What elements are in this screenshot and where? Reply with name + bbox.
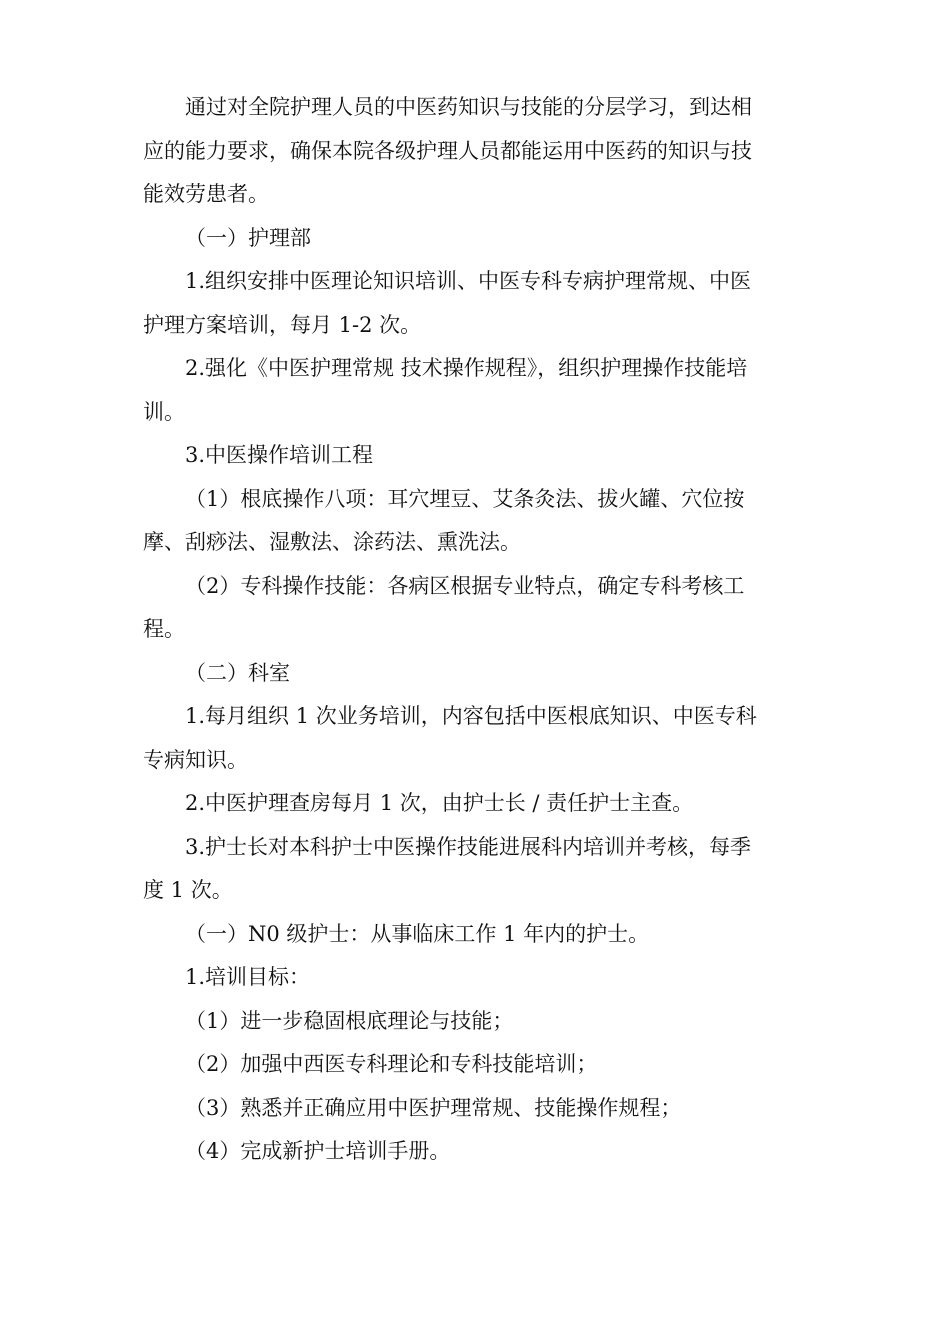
paragraph-item (143, 478, 813, 565)
text-line: 1.培训目标： (185, 965, 311, 989)
text-line: 训。 (143, 399, 185, 424)
text-line: （4）完成新护士培训手册。 (185, 1139, 451, 1163)
paragraph-item (143, 260, 813, 347)
text-line: （一）N0 级护士：从事临床工作 1 年内的护士。 (185, 921, 650, 946)
text-line: 专病知识。 (143, 747, 248, 772)
text-line: 度 1 次。 (143, 878, 233, 902)
paragraph-item (143, 1130, 813, 1174)
text-line: （二）科室 (185, 660, 290, 685)
text-line: 护理方案培训，每月 1-2 次。 (143, 312, 422, 337)
paragraph-item (143, 695, 813, 782)
paragraph-item (143, 826, 813, 913)
paragraph-item (143, 1043, 813, 1087)
text-line: 3.护士长对本科护士中医操作技能进展科内培训并考核，每季 (185, 834, 752, 859)
paragraph-item (143, 434, 813, 478)
section-heading-nursing-dept (143, 217, 813, 261)
text-line: 能效劳患者。 (143, 182, 269, 206)
text-line: 通过对全院护理人员的中医药知识与技能的分层学习，到达相 (185, 95, 752, 119)
text-line: （一）护理部 (185, 225, 311, 250)
text-line: 2.强化《中医护理常规 技术操作规程》，组织护理操作技能培 (185, 356, 748, 380)
section-heading-n0-nurse (143, 913, 813, 957)
paragraph-item (143, 565, 813, 652)
document-body (143, 86, 813, 1174)
paragraph-item (143, 782, 813, 826)
text-line: 2.中医护理查房每月 1 次，由护士长 / 责任护士主查。 (185, 791, 694, 815)
text-line: （2）加强中西医专科理论和专科技能培训； (185, 1052, 598, 1076)
text-line: 应的能力要求，确保本院各级护理人员都能运用中医药的知识与技 (143, 138, 752, 163)
paragraph-intro (143, 86, 813, 217)
text-line: 摩、刮痧法、湿敷法、涂药法、熏洗法。 (143, 530, 521, 554)
paragraph-item (143, 1000, 813, 1044)
text-line: 3.中医操作培训工程 (185, 443, 374, 467)
text-line: （1）进一步稳固根底理论与技能； (185, 1008, 514, 1033)
paragraph-item (143, 347, 813, 434)
text-line: 1.组织安排中医理论知识培训、中医专科专病护理常规、中医 (185, 269, 752, 293)
text-line: 程。 (143, 617, 185, 641)
text-line: （1）根底操作八项：耳穴埋豆、艾条灸法、拔火罐、穴位按 (185, 486, 745, 511)
text-line: 1.每月组织 1 次业务培训，内容包括中医根底知识、中医专科 (185, 704, 757, 728)
text-line: （2）专科操作技能：各病区根据专业特点，确定专科考核工 (185, 573, 745, 598)
text-line: （3）熟悉并正确应用中医护理常规、技能操作规程； (185, 1095, 682, 1120)
paragraph-item (143, 1087, 813, 1131)
paragraph-item (143, 956, 813, 1000)
section-heading-department (143, 652, 813, 696)
